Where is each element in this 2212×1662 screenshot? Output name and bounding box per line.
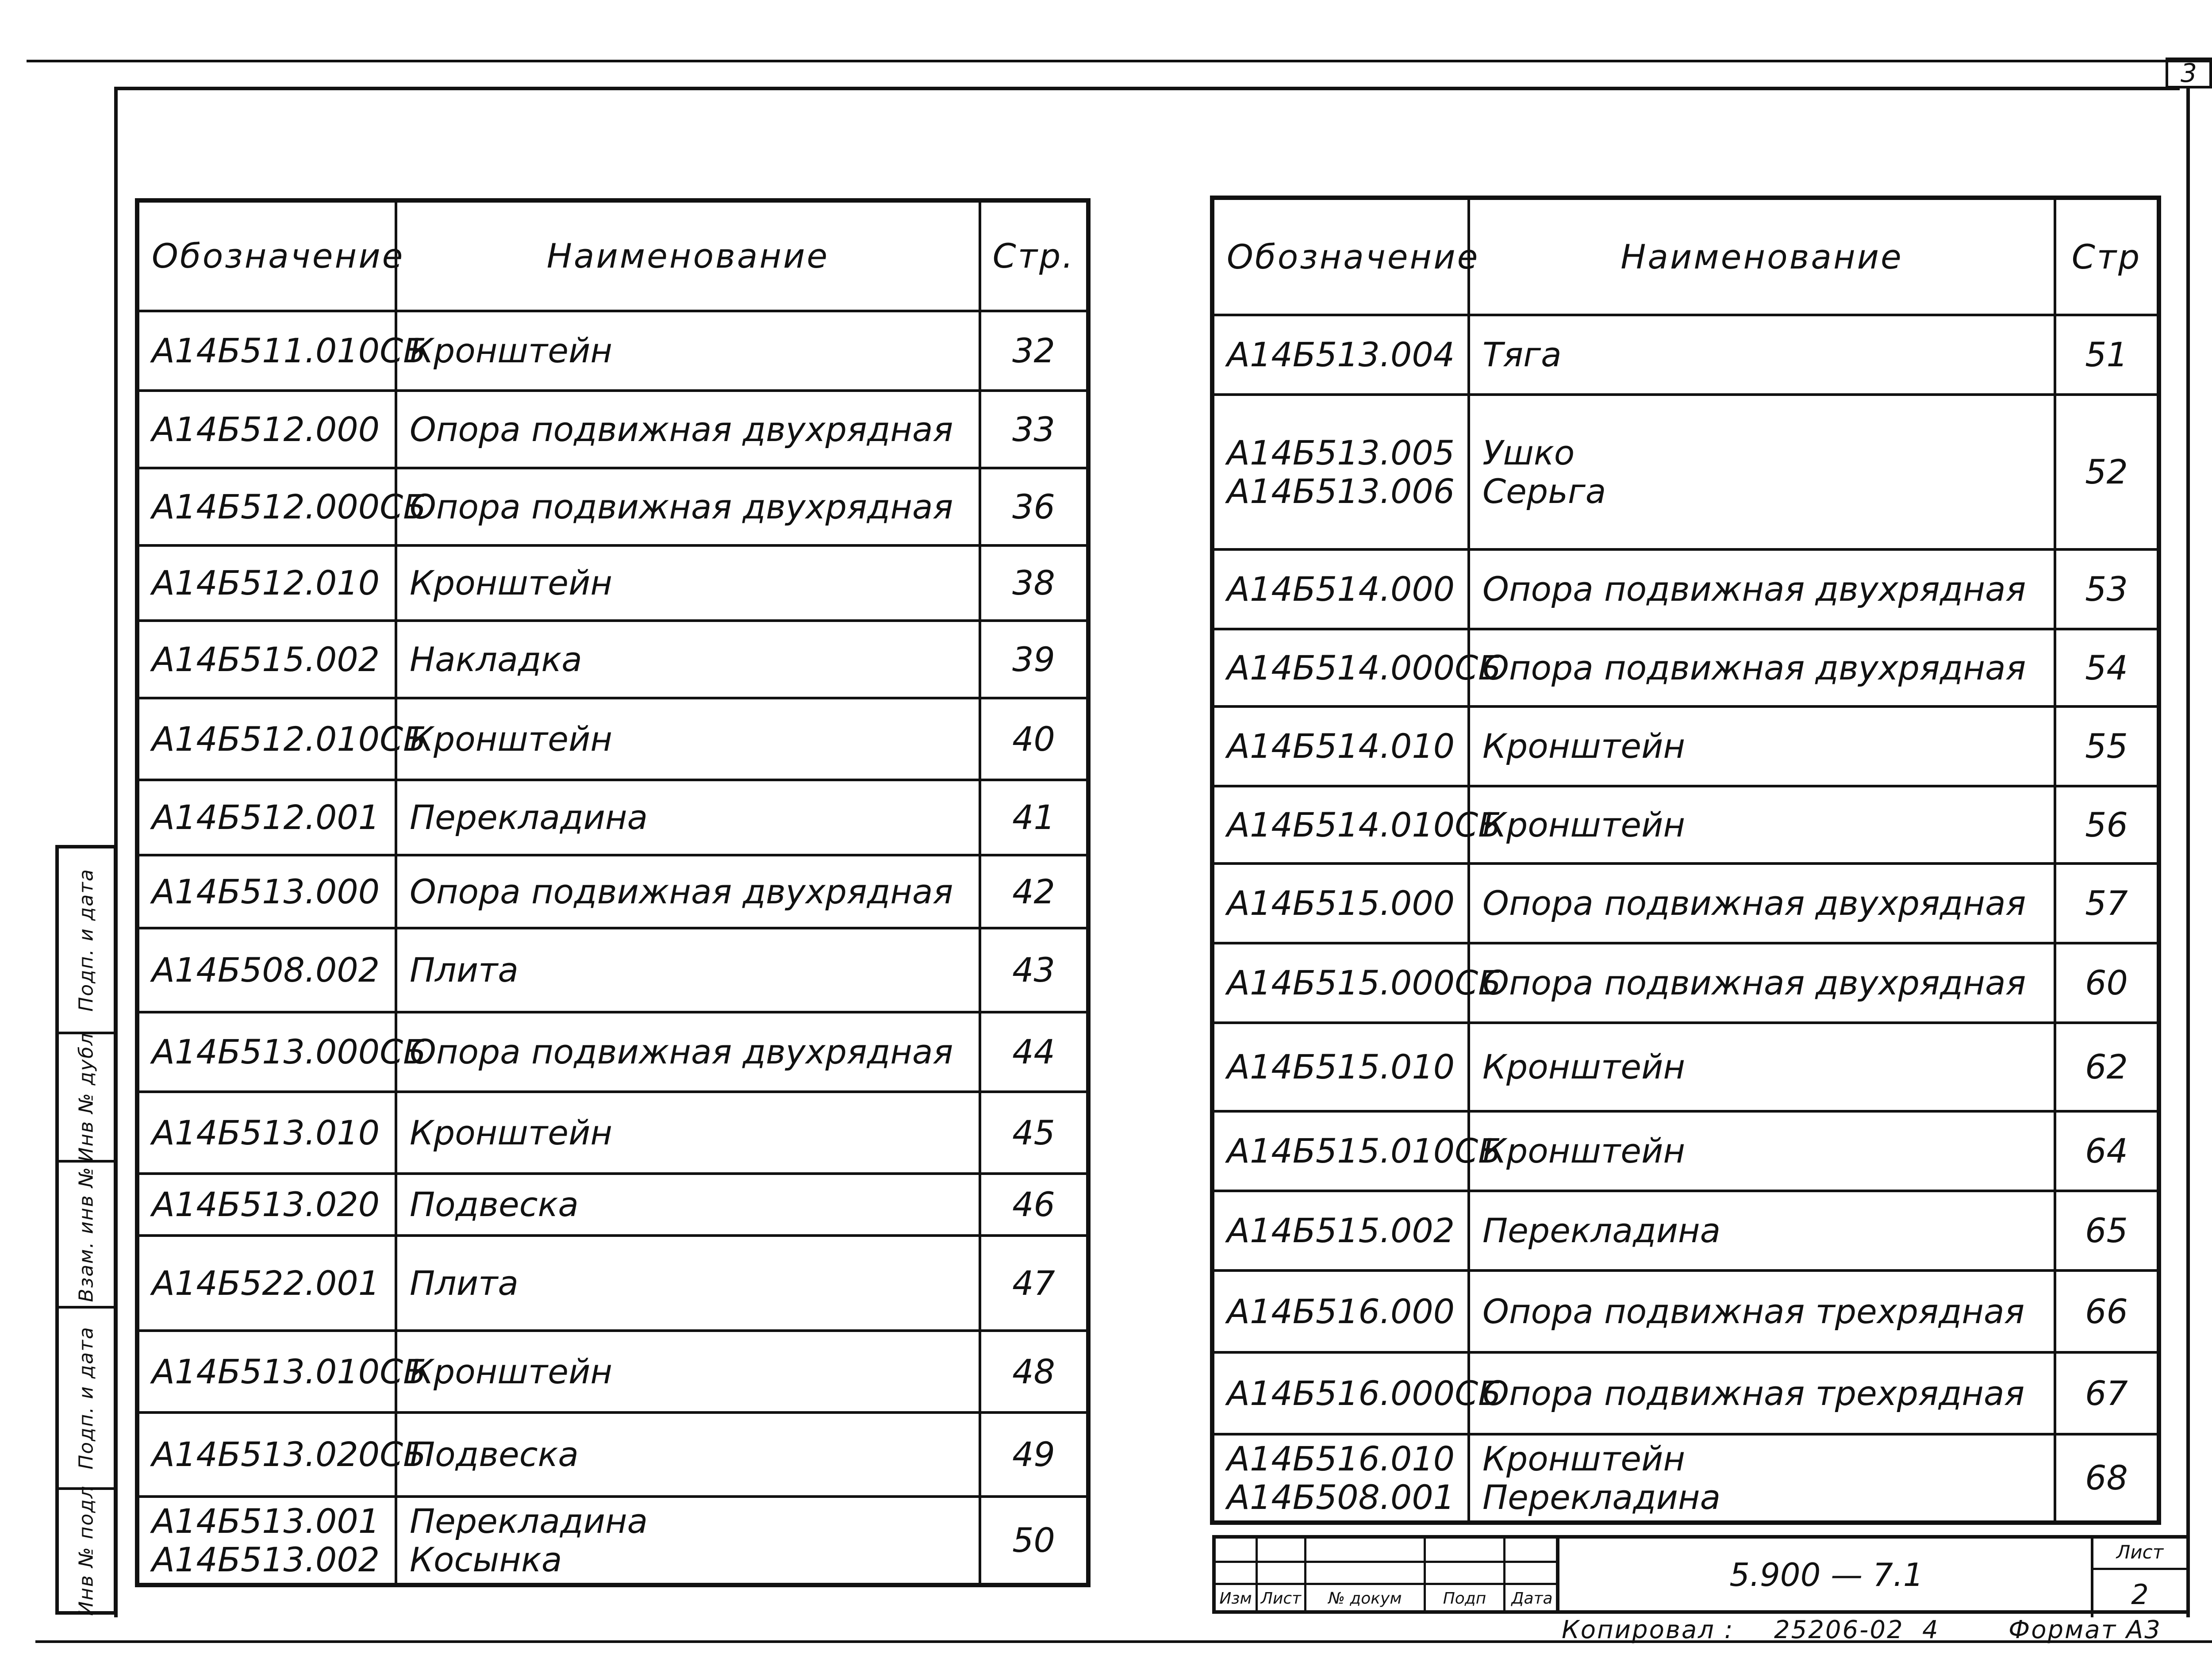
page-number: 45 (1012, 1113, 1055, 1152)
stamp-header-sign: Подп (1443, 1589, 1486, 1608)
table-row (137, 1331, 1088, 1413)
designation-text: А14Б515.010СБ (1227, 1131, 1502, 1171)
name-cell (1469, 1023, 2055, 1111)
table-row (1212, 1111, 2159, 1191)
table-row (137, 780, 1088, 855)
table-row (137, 1092, 1088, 1174)
designation-cell (137, 468, 426, 545)
name-cell (396, 621, 980, 698)
name-cell (1469, 1352, 2055, 1434)
table-row (137, 1012, 1088, 1092)
name-text: Кронштейн (1482, 1439, 1686, 1478)
name-cell (396, 391, 980, 468)
name-text: Кронштейн (410, 331, 613, 371)
designation-text: А14Б512.010 (152, 563, 380, 603)
designation-cell (137, 1413, 426, 1497)
table-row (137, 1497, 1088, 1585)
sheet-box-divider (2093, 1568, 2186, 1570)
name-cell (1469, 395, 2055, 549)
side-cell-label: Подп. и дата (75, 1326, 98, 1470)
designation-cell (1212, 706, 1469, 786)
designation-text: А14Б512.001 (152, 798, 380, 837)
name-text: Перекладина (1482, 1478, 1721, 1517)
designation-text: А14Б515.000СБ (1227, 963, 1502, 1003)
revision-grid (1212, 1535, 1559, 1614)
sheet-label: Лист (2116, 1541, 2164, 1563)
designation-cell (137, 545, 396, 621)
page-number: 56 (2085, 805, 2128, 844)
page-number: 64 (2085, 1131, 2128, 1171)
table-row (137, 1174, 1088, 1236)
name-cell (396, 1331, 980, 1413)
table-row (137, 621, 1088, 698)
designation-cell (137, 1236, 396, 1331)
name-text: Кронштейн (1482, 805, 1686, 844)
document-code: 5.900 — 7.1 (1729, 1556, 1924, 1593)
name-text: Подвеска (410, 1435, 579, 1474)
name-text: Кронштейн (1482, 1047, 1686, 1087)
designation-text: А14Б513.000СБ (152, 1032, 426, 1072)
page-number: 33 (1012, 409, 1055, 449)
name-text: Тяга (1482, 335, 1562, 375)
designation-cell (1212, 1434, 1469, 1523)
designation-text: А14Б513.020СБ (152, 1435, 426, 1474)
designation-cell (137, 855, 396, 928)
name-cell (1469, 1191, 2055, 1270)
page-cell (980, 1236, 1088, 1331)
name-text: Опора подвижная трехрядная (1482, 1291, 2025, 1331)
page-cell (2055, 549, 2159, 629)
side-cell-label: Инв № подл (75, 1485, 98, 1616)
designation-cell (137, 1092, 396, 1174)
stamp-header-sheet: Лист (1260, 1589, 1302, 1608)
format-label: Формат А3 (2008, 1616, 2162, 1644)
designation-text: А14Б512.000СБ (152, 487, 426, 526)
page-cell (2055, 943, 2159, 1023)
page-cell (2055, 1191, 2159, 1270)
designation-text: А14Б514.000СБ (1227, 648, 1502, 687)
designation-cell (137, 698, 426, 780)
side-stamp-strip (55, 845, 117, 1615)
name-cell (396, 1497, 980, 1585)
page-cell (2055, 1111, 2159, 1191)
page-number: 42 (1012, 871, 1055, 911)
table-row (1212, 549, 2159, 629)
designation-cell (137, 780, 396, 855)
page-cell (2055, 395, 2159, 549)
name-text: Перекладина (410, 798, 648, 837)
page-cell (980, 468, 1088, 545)
side-cell-replace-inv (59, 1163, 114, 1309)
left-spec-table (135, 198, 1091, 1587)
table-row (1212, 1434, 2159, 1523)
page-cell (980, 698, 1088, 780)
designation-cell (1212, 864, 1469, 943)
designation-text: А14Б514.010 (1227, 726, 1455, 766)
page-number: 41 (1012, 798, 1055, 837)
copied-label: Копировал : (1562, 1616, 1734, 1644)
page-number: 46 (1012, 1185, 1055, 1224)
name-text: Опора подвижная двухрядная (410, 1032, 953, 1072)
page-cell (980, 621, 1088, 698)
table-row (1212, 395, 2159, 549)
page-cell (2055, 629, 2159, 706)
name-text: Подвеска (410, 1185, 579, 1224)
side-cell-sign-date-top (59, 848, 114, 1034)
page-cell (980, 1012, 1088, 1092)
page-number: 68 (2085, 1458, 2128, 1498)
table-row (137, 1413, 1088, 1497)
name-text: Кронштейн (1482, 726, 1686, 766)
page-cell (980, 1497, 1088, 1585)
right-spec-table (1210, 196, 2161, 1525)
designation-cell (1212, 549, 1469, 629)
designation-text: А14Б508.002 (152, 950, 380, 990)
name-cell (396, 1174, 980, 1236)
page-cell (2055, 315, 2159, 395)
name-text: Опора подвижная двухрядная (1482, 883, 2026, 923)
page-cell (2055, 1270, 2159, 1352)
stamp-header-doc-no: № докум (1328, 1589, 1402, 1608)
name-text: Опора подвижная трехрядная (1482, 1373, 2025, 1413)
page-number: 65 (2085, 1211, 2128, 1251)
designation-cell (1212, 1111, 1502, 1191)
table-row (1212, 1270, 2159, 1352)
designation-cell (137, 1012, 426, 1092)
designation-text: А14Б513.010СБ (152, 1351, 426, 1391)
designation-cell (137, 311, 426, 391)
title-block (1212, 1535, 2190, 1614)
header-page: Стр (2055, 198, 2159, 315)
designation-text: А14Б512.010СБ (152, 719, 426, 759)
page-cell (980, 1174, 1088, 1236)
name-text: Перекладина (1482, 1211, 1721, 1251)
sheet-number-box (2166, 58, 2212, 88)
designation-cell (1212, 943, 1502, 1023)
side-cell-label: Инв № дубл (75, 1032, 98, 1162)
table-header-row (1212, 198, 2159, 315)
designation-cell (137, 1497, 396, 1585)
table-row (1212, 786, 2159, 864)
side-cell-label: Подп. и дата (75, 868, 98, 1012)
page-cell (980, 391, 1088, 468)
name-cell (396, 1012, 980, 1092)
page-number: 52 (2085, 452, 2128, 492)
name-cell (1469, 315, 2055, 395)
page-number: 62 (2085, 1047, 2128, 1087)
page-cell (2055, 786, 2159, 864)
stamp-header-date: Дата (1511, 1589, 1553, 1608)
page-number: 60 (2085, 963, 2128, 1003)
name-cell (396, 1236, 980, 1331)
page-number: 66 (2085, 1291, 2128, 1331)
page-number: 32 (1012, 331, 1055, 371)
designation-text: А14Б516.000 (1227, 1291, 1455, 1331)
page-number: 51 (2085, 335, 2128, 375)
sheet-value: 2 (2131, 1578, 2149, 1611)
page-number: 49 (1012, 1435, 1055, 1474)
name-text: Плита (410, 1263, 518, 1303)
name-text: Кронштейн (410, 719, 613, 759)
designation-cell (137, 621, 396, 698)
name-text: Кронштейн (410, 563, 613, 603)
page-cell (2055, 1434, 2159, 1523)
designation-cell (137, 391, 396, 468)
designation-text: А14Б513.004 (1227, 335, 1455, 375)
name-text: Ушко (1482, 433, 1575, 472)
page-cell (980, 545, 1088, 621)
side-cell-dup-inv (59, 1034, 114, 1163)
page-cell (2055, 1352, 2159, 1434)
name-text: Опора подвижная двухрядная (1482, 963, 2026, 1003)
designation-text: А14Б515.002 (152, 639, 380, 679)
header-designation: Обозначение (1212, 198, 1469, 315)
table-row (137, 1236, 1088, 1331)
page-cell (980, 928, 1088, 1012)
designation-text: А14Б516.010 (1227, 1439, 1455, 1478)
table-row (137, 311, 1088, 391)
page-number: 39 (1012, 639, 1055, 679)
name-cell (396, 468, 980, 545)
name-cell (1469, 1111, 2055, 1191)
page-number: 44 (1012, 1032, 1055, 1072)
name-text: Плита (410, 950, 518, 990)
table-row (1212, 315, 2159, 395)
page-cell (980, 1413, 1088, 1497)
table-header-row (137, 200, 1088, 311)
designation-text: А14Б513.020 (152, 1185, 380, 1224)
name-cell (1469, 864, 2055, 943)
name-cell (396, 928, 980, 1012)
page-number: 40 (1012, 719, 1055, 759)
designation-text: А14Б514.010СБ (1227, 805, 1502, 844)
designation-text: А14Б515.000 (1227, 883, 1455, 923)
designation-cell (1212, 315, 1469, 395)
copy-digit: 4 (1922, 1616, 1939, 1644)
name-text: Косынка (410, 1540, 562, 1579)
designation-cell (1212, 1352, 1502, 1434)
designation-text: А14Б522.001 (152, 1263, 380, 1303)
table-row (1212, 864, 2159, 943)
page-number: 43 (1012, 950, 1055, 990)
designation-text: А14Б513.006 (1227, 472, 1455, 511)
name-text: Кронштейн (410, 1113, 613, 1152)
name-text: Опора подвижная двухрядная (410, 487, 953, 526)
designation-text: А14Б513.002 (152, 1540, 380, 1579)
designation-cell (1212, 1023, 1469, 1111)
designation-cell (1212, 395, 1469, 549)
table-row (137, 928, 1088, 1012)
page-number: 36 (1012, 487, 1055, 526)
table-row (137, 698, 1088, 780)
frame-top-line (116, 87, 2180, 90)
table-row (1212, 1023, 2159, 1111)
side-cell-sign-date-bottom (59, 1309, 114, 1490)
page-number: 55 (2085, 726, 2128, 766)
page-number: 38 (1012, 563, 1055, 603)
order-number: 25206-02 (1774, 1616, 1904, 1644)
page-cell (2055, 864, 2159, 943)
name-cell (396, 545, 980, 621)
name-cell (396, 1092, 980, 1174)
table-row (1212, 1191, 2159, 1270)
designation-text: А14Б515.010 (1227, 1047, 1455, 1087)
table-row (1212, 943, 2159, 1023)
name-cell (396, 780, 980, 855)
name-text: Кронштейн (1482, 1131, 1686, 1171)
frame-right-line (2186, 87, 2190, 1617)
designation-text: А14Б513.010 (152, 1113, 380, 1152)
page-number: 47 (1012, 1263, 1055, 1303)
table-row (137, 545, 1088, 621)
name-cell (1469, 1270, 2055, 1352)
page-cell (2055, 706, 2159, 786)
page-number: 50 (1012, 1520, 1055, 1560)
table-row (137, 855, 1088, 928)
header-name: Наименование (1469, 198, 2055, 315)
name-text: Опора подвижная двухрядная (1482, 648, 2026, 687)
designation-text: А14Б515.002 (1227, 1211, 1455, 1251)
page-cell (2055, 1023, 2159, 1111)
page-cell (980, 1331, 1088, 1413)
page-cell (980, 311, 1088, 391)
name-text: Опора подвижная двухрядная (410, 409, 953, 449)
name-text: Кронштейн (410, 1351, 613, 1391)
side-cell-label: Взам. инв № (75, 1166, 98, 1302)
table-row (137, 468, 1088, 545)
designation-text: А14Б514.000 (1227, 569, 1455, 609)
side-cell-orig-inv (59, 1485, 114, 1616)
name-cell (396, 311, 980, 391)
name-cell (1469, 786, 2055, 864)
name-text: Накладка (410, 639, 582, 679)
table-row (1212, 629, 2159, 706)
designation-cell (137, 1174, 396, 1236)
name-cell (396, 1413, 980, 1497)
name-text: Серьга (1482, 472, 1606, 511)
header-name: Наименование (396, 200, 980, 311)
page-number: 48 (1012, 1351, 1055, 1391)
name-cell (1469, 943, 2055, 1023)
page-cell (980, 780, 1088, 855)
designation-text: А14Б512.000 (152, 409, 380, 449)
table-row (1212, 1352, 2159, 1434)
header-designation: Обозначение (137, 200, 396, 311)
designation-cell (1212, 786, 1502, 864)
name-text: Опора подвижная двухрядная (410, 871, 953, 911)
sheet-box (2091, 1539, 2186, 1617)
designation-cell (137, 928, 396, 1012)
designation-cell (137, 1331, 426, 1413)
designation-cell (1212, 1191, 1469, 1270)
name-cell (1469, 549, 2055, 629)
header-page: Стр. (980, 200, 1088, 311)
name-cell (396, 698, 980, 780)
page-cell (980, 1092, 1088, 1174)
designation-text: А14Б508.001 (1227, 1478, 1455, 1517)
page-number: 54 (2085, 648, 2128, 687)
designation-text: А14Б513.001 (152, 1501, 380, 1541)
designation-cell (1212, 629, 1502, 706)
name-text: Перекладина (410, 1501, 648, 1541)
table-row (1212, 706, 2159, 786)
designation-cell (1212, 1270, 1469, 1352)
name-cell (1469, 629, 2055, 706)
designation-text: А14Б511.010СБ (152, 331, 426, 371)
name-cell (1469, 1434, 2055, 1523)
page-number: 57 (2085, 883, 2128, 923)
designation-text: А14Б513.000 (152, 871, 380, 911)
top-trim-line (27, 60, 2212, 62)
table-row (137, 391, 1088, 468)
designation-text: А14Б513.005 (1227, 433, 1455, 472)
designation-text: А14Б516.000СБ (1227, 1373, 1502, 1413)
page-number: 67 (2085, 1373, 2128, 1413)
sheet-number: 3 (2181, 58, 2197, 88)
name-cell (396, 855, 980, 928)
page-number: 53 (2085, 569, 2128, 609)
name-text: Опора подвижная двухрядная (1482, 569, 2026, 609)
stamp-header-rev: Изм (1219, 1589, 1252, 1608)
name-cell (1469, 706, 2055, 786)
page-cell (980, 855, 1088, 928)
title-main-cell (1559, 1535, 2190, 1614)
